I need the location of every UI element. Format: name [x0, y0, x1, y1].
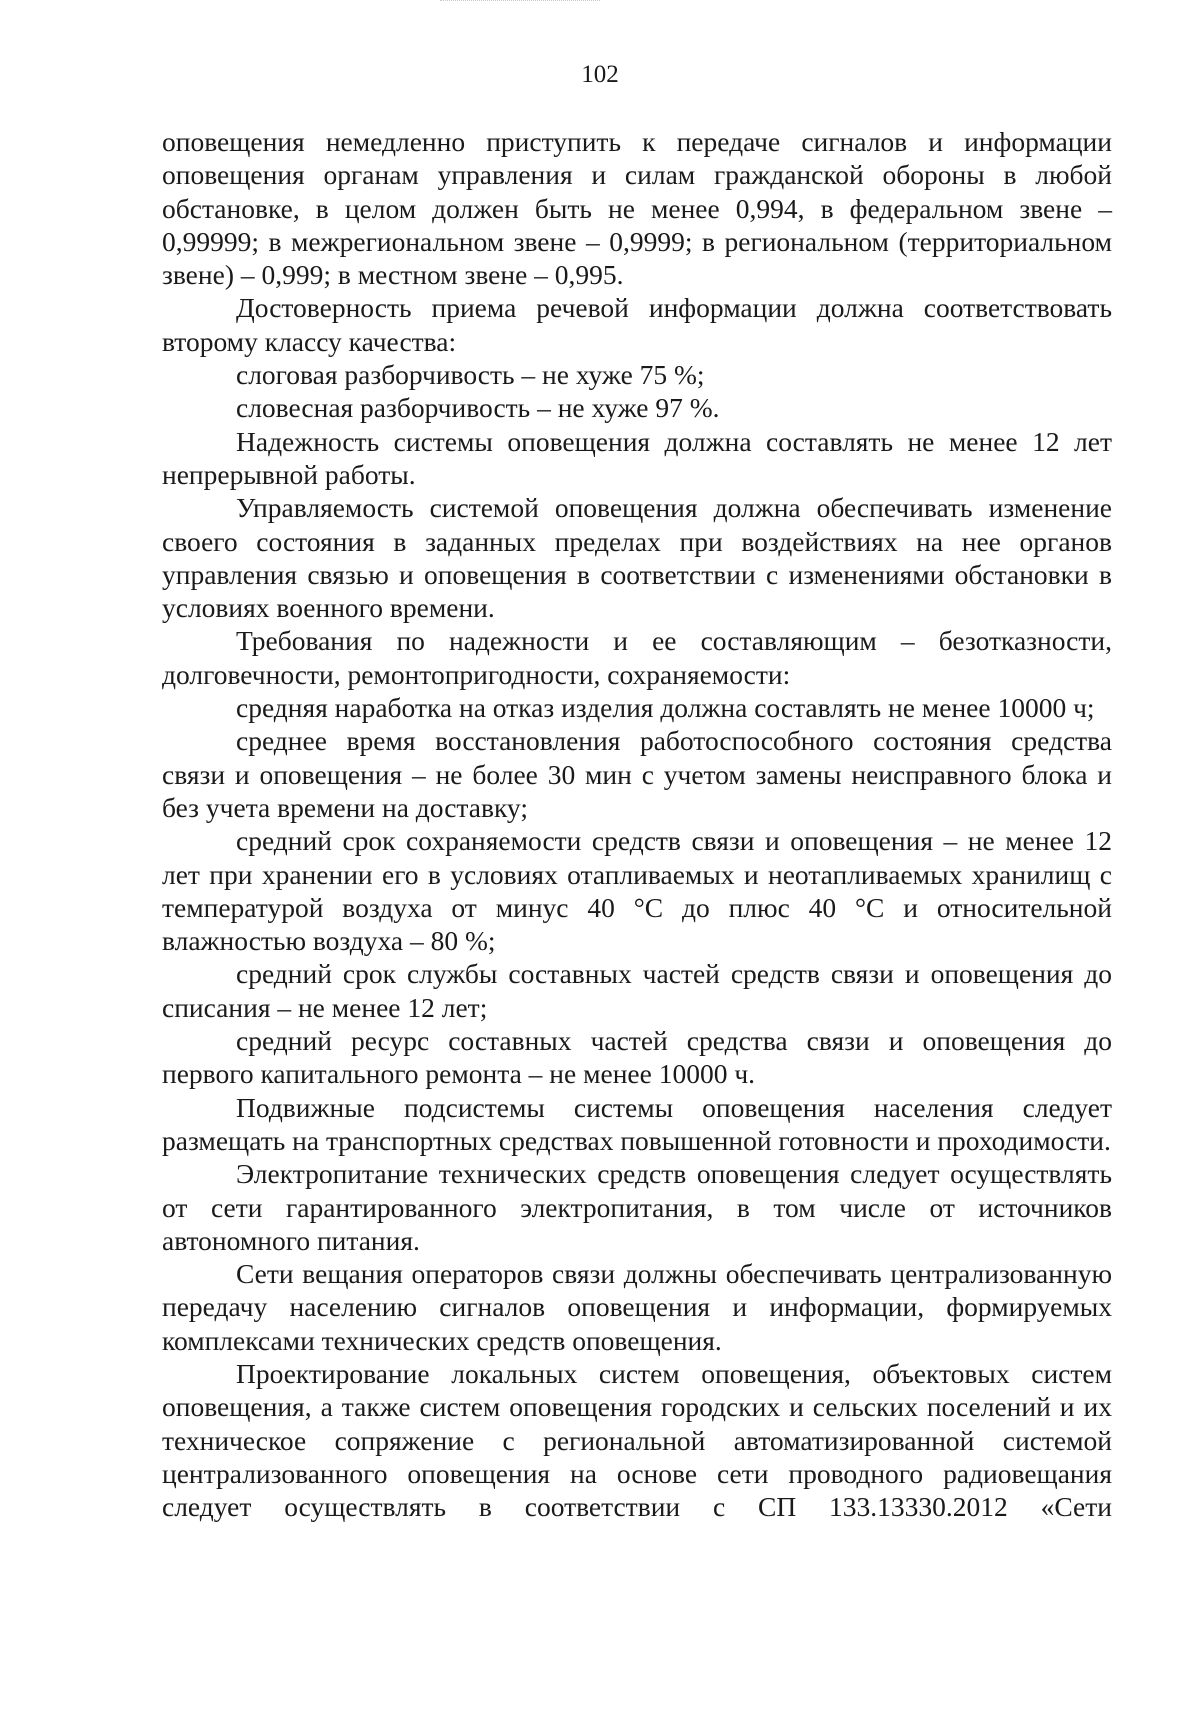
- list-item-word-intelligibility: словесная разборчивость – не хуже 97 %.: [236, 392, 720, 424]
- paragraph-controllability: Управляемость системой оповещения должна обеспечивать изменение своего состояния в заданных пределах при воздействиях на нее органов управления связью и оповещения в соответствии с изменениями обстановки в условиях военного времени.: [162, 492, 1112, 624]
- list-item-service-life: средний срок службы составных частей средств связи и оповещения до списания – не менее 12 лет;: [162, 958, 1112, 1023]
- list-item-mtbf: средняя наработка на отказ изделия должна составлять не менее 10000 ч;: [236, 692, 1095, 724]
- list-item-overhaul-resource: средний ресурс составных частей средства связи и оповещения до первого капитального ремонта – не менее 10000 ч.: [162, 1025, 1112, 1090]
- document-body: [162, 125, 1112, 1523]
- page-number: 102: [581, 61, 619, 88]
- paragraph-broadcast-networks: Сети вещания операторов связи должны обеспечивать централизованную передачу населению сигналов оповещения и информации, формируемых комплексами технических средств оповещения.: [162, 1258, 1112, 1356]
- paragraph-continuation: оповещения немедленно приступить к передаче сигналов и информации оповещения органам управления и силам гражданской обороны в любой обстановке, в целом должен быть не менее 0,994, в федеральном звене – 0,99999; в межрегиональном звене – 0,9999; в региональном (территориальном звене) – 0,999; в местном звене – 0,995.: [162, 126, 1112, 291]
- list-item-recovery-time: среднее время восстановления работоспособного состояния средства связи и оповещения – не более 30 мин с учетом замены неисправного блока и без учета времени на доставку;: [162, 725, 1112, 823]
- list-item-syllable-intelligibility: слоговая разборчивость – не хуже 75 %;: [236, 359, 705, 391]
- paragraph-reliability-speech: Достоверность приема речевой информации должна соответствовать второму классу качества:: [162, 292, 1112, 357]
- paragraph-power-supply: Электропитание технических средств оповещения следует осуществлять от сети гарантированного электропитания, в том числе от источников автономного питания.: [162, 1158, 1112, 1256]
- list-item-storage-life: средний срок сохраняемости средств связи и оповещения – не менее 12 лет при хранении его в условиях отапливаемых и неотапливаемых хранилищ с температурой воздуха от минус 40 °С до плюс 40 °С и относительной влажностью воздуха – 80 %;: [162, 825, 1112, 957]
- paragraph-mobile-subsystems: Подвижные подсистемы системы оповещения населения следует размещать на транспортных средствах повышенной готовности и проходимости.: [162, 1091, 1112, 1156]
- scan-artifact: [440, 0, 600, 5]
- paragraph-system-reliability: Надежность системы оповещения должна составлять не менее 12 лет непрерывной работы.: [162, 425, 1112, 490]
- paragraph-design-local-systems: Проектирование локальных систем оповещения, объектовых систем оповещения, а также систем оповещения городских и сельских поселений и их техническое сопряжение с региональной автоматизированной системой централизованного оповещения на основе сети проводного радиовещания следует осуществлять в соответствии с СП 133.13330.2012 «Сети: [162, 1357, 1112, 1523]
- paragraph-reliability-requirements: Требования по надежности и ее составляющим – безотказности, долговечности, ремонтопригодности, сохраняемости:: [162, 625, 1112, 690]
